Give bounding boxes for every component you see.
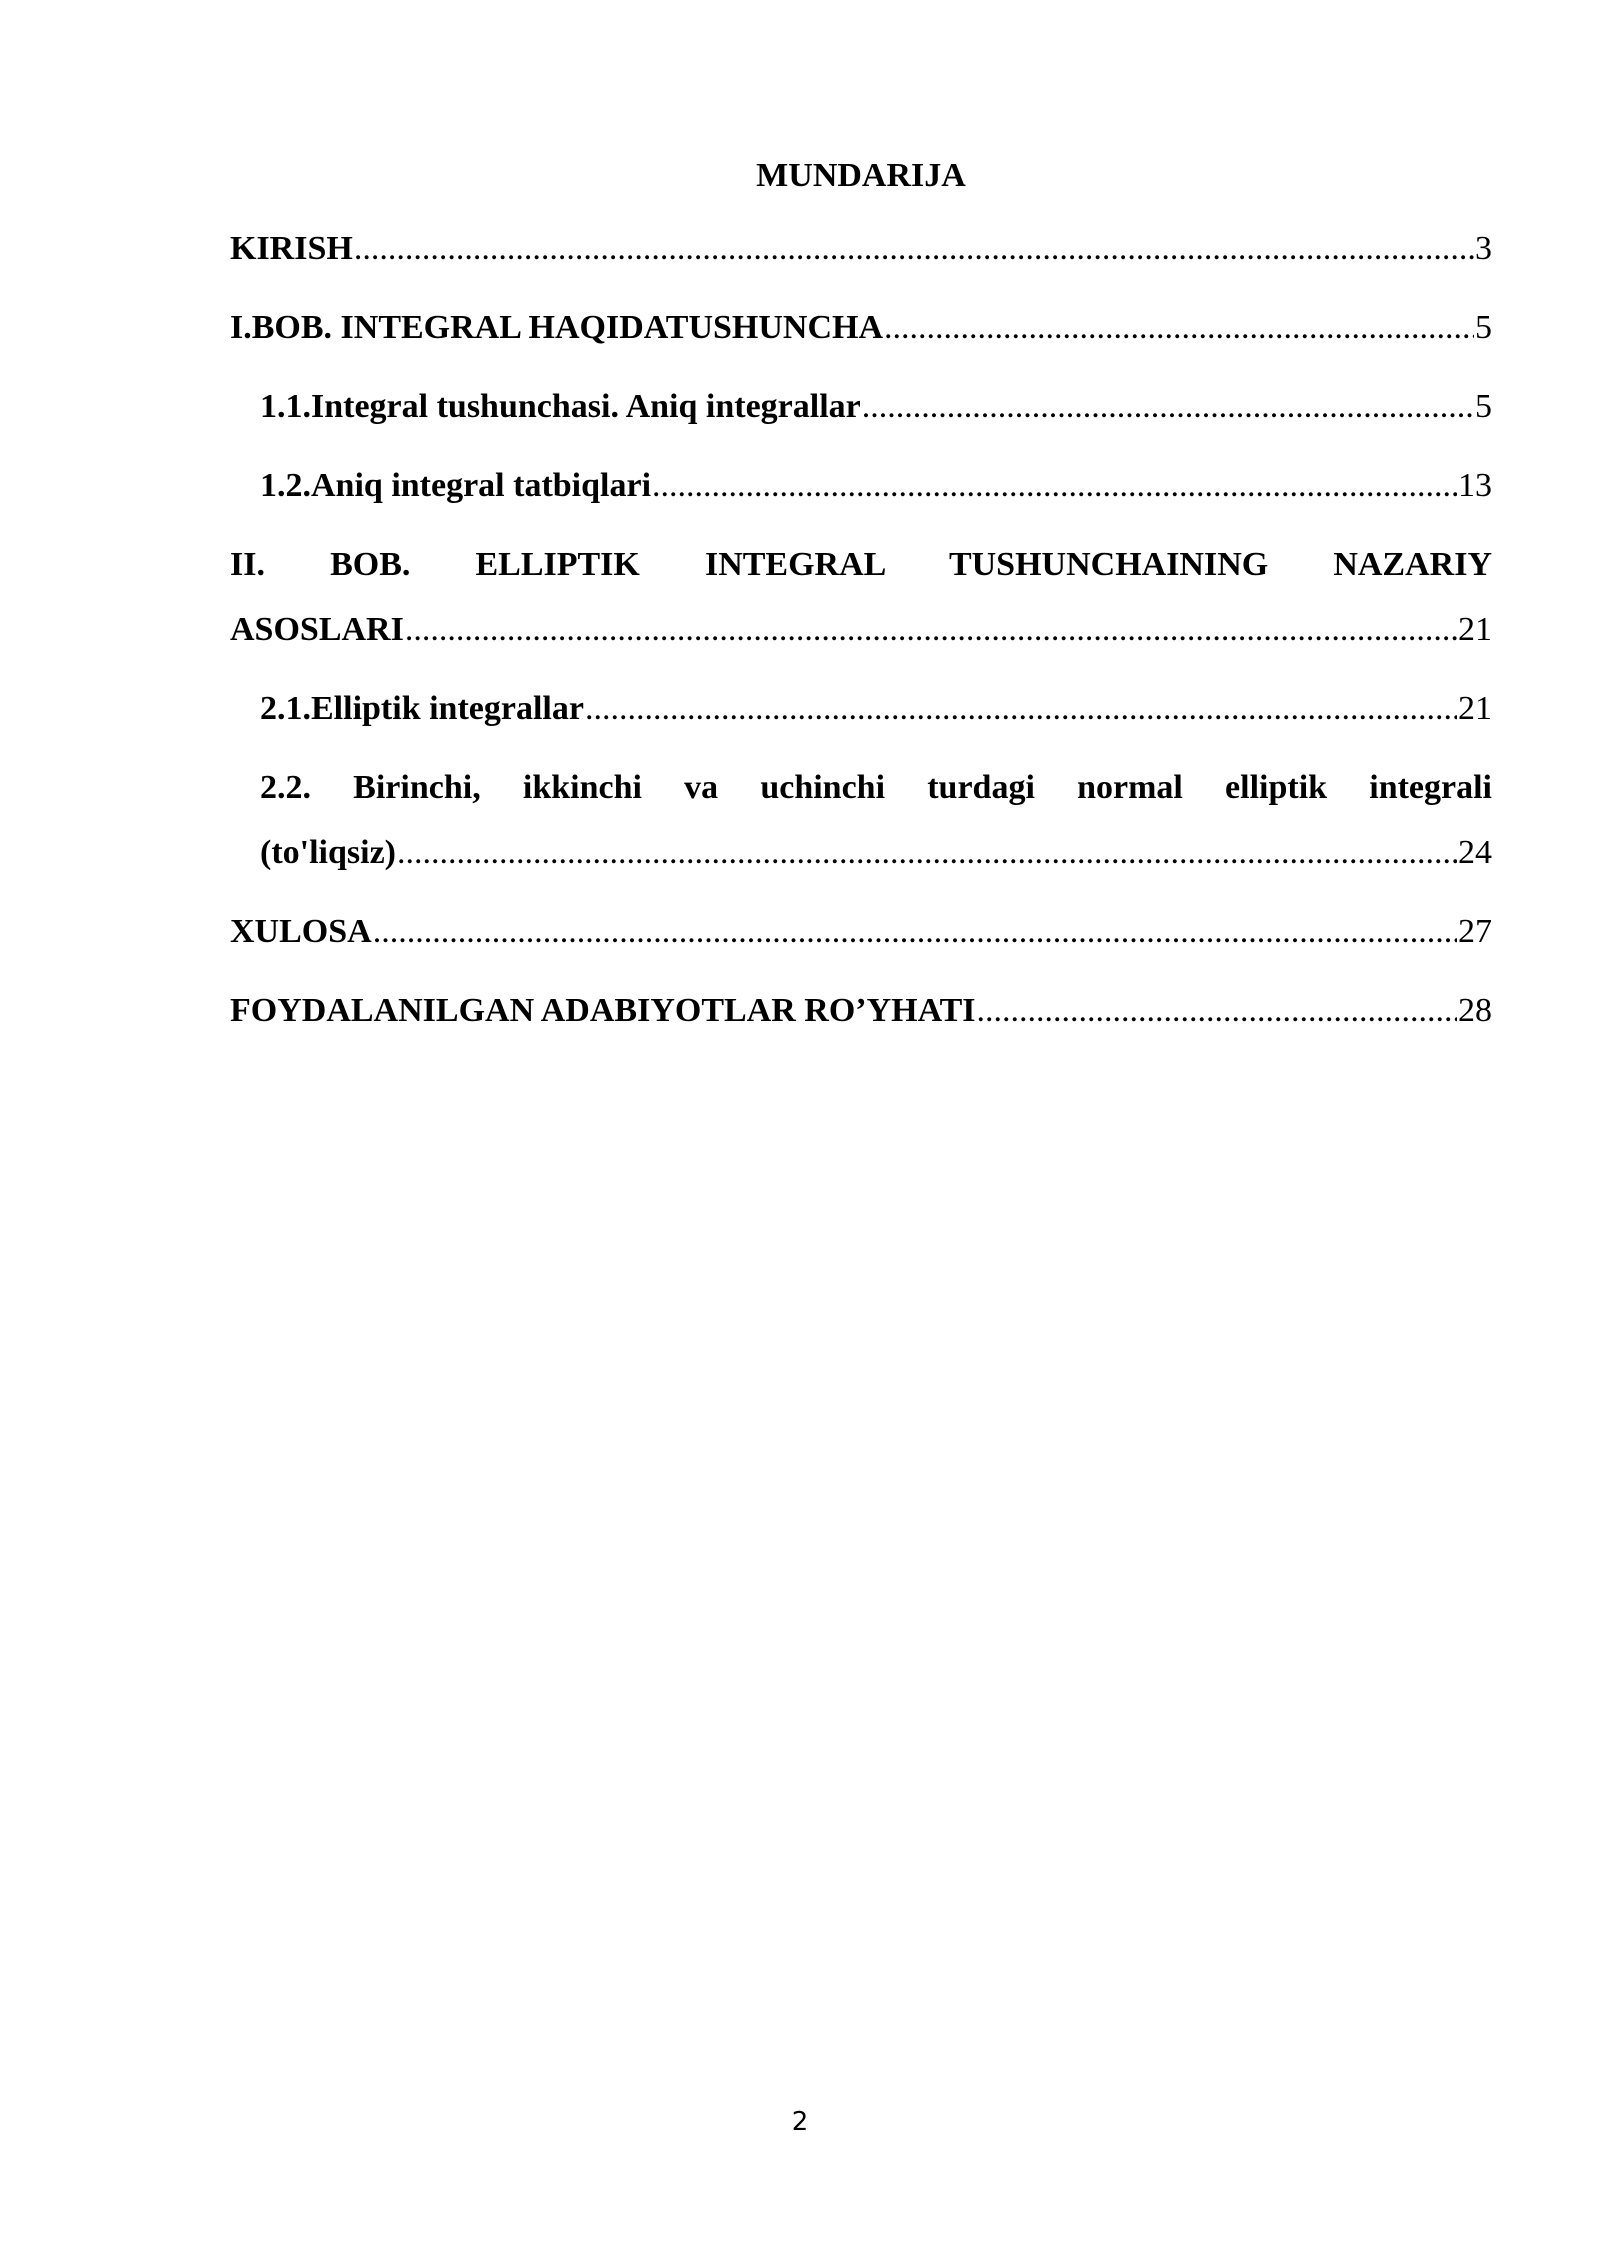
dot-leader xyxy=(405,597,1457,662)
toc-title: MUNDARIJA xyxy=(756,157,966,194)
toc-entry-label: KIRISH xyxy=(230,230,353,267)
dot-leader xyxy=(585,676,1457,741)
dot-leader xyxy=(373,899,1457,964)
toc-entry-label: FOYDALANILGAN ADABIYOTLAR RO’YHATI xyxy=(230,992,976,1029)
dot-leader xyxy=(977,978,1457,1043)
toc-entry-label: BOB. INTEGRAL HAQIDATUSHUNCHA xyxy=(251,309,884,346)
toc-entry-label: XULOSA xyxy=(230,913,372,950)
toc-entry-page: 24 xyxy=(1458,834,1492,871)
toc-entry-section-1-1[interactable] xyxy=(260,374,1492,453)
toc-entry-page: 13 xyxy=(1458,467,1492,504)
toc-entry-number: I. xyxy=(230,309,252,346)
dot-leader xyxy=(397,820,1457,885)
toc-entry-section-2-1[interactable] xyxy=(260,676,1492,755)
toc-entry-number: 2.1. xyxy=(260,690,311,727)
toc-entry-title-line: 2.2. Birinchi, ikkinchi va uchinchi turdagi normal elliptik integrali xyxy=(260,769,1492,806)
table-of-contents xyxy=(230,150,1492,1057)
page-number: 2 xyxy=(791,2107,809,2137)
toc-entry-page: 21 xyxy=(1458,611,1492,648)
toc-entry-page: 27 xyxy=(1458,913,1492,950)
toc-entry-xulosa[interactable] xyxy=(230,899,1492,978)
toc-entry-page: 5 xyxy=(1475,388,1492,425)
toc-entry-title-line: II. BOB. ELLIPTIK INTEGRAL TUSHUNCHAINING NAZARIY xyxy=(230,546,1492,583)
dot-leader xyxy=(884,295,1474,360)
toc-entry-section-1-2[interactable] xyxy=(260,453,1492,532)
dot-leader xyxy=(862,374,1474,439)
dot-leader xyxy=(354,216,1474,281)
toc-entry-number: 1.2. xyxy=(260,467,311,504)
toc-entry-label: Aniq integral tatbiqlari xyxy=(311,467,652,504)
toc-entry-kirish[interactable] xyxy=(230,216,1492,295)
toc-entry-number: 1.1. xyxy=(260,388,311,425)
toc-entry-page: 5 xyxy=(1475,309,1492,346)
toc-entry-bibliography[interactable] xyxy=(230,978,1492,1057)
dot-leader xyxy=(652,453,1457,518)
toc-entry-page: 28 xyxy=(1458,992,1492,1029)
toc-entry-chapter-1[interactable] xyxy=(230,295,1492,374)
toc-entry-label: Integral tushunchasi. Aniq integrallar xyxy=(311,388,861,425)
toc-entry-chapter-2[interactable] xyxy=(230,532,1492,676)
toc-entry-section-2-2[interactable] xyxy=(260,755,1492,899)
toc-entry-label: ASOSLARI xyxy=(230,611,404,648)
toc-entry-page: 3 xyxy=(1475,230,1492,267)
toc-entry-label: Elliptik integrallar xyxy=(311,690,584,727)
toc-entry-label: (to'liqsiz) xyxy=(260,834,396,871)
toc-entry-page: 21 xyxy=(1458,690,1492,727)
